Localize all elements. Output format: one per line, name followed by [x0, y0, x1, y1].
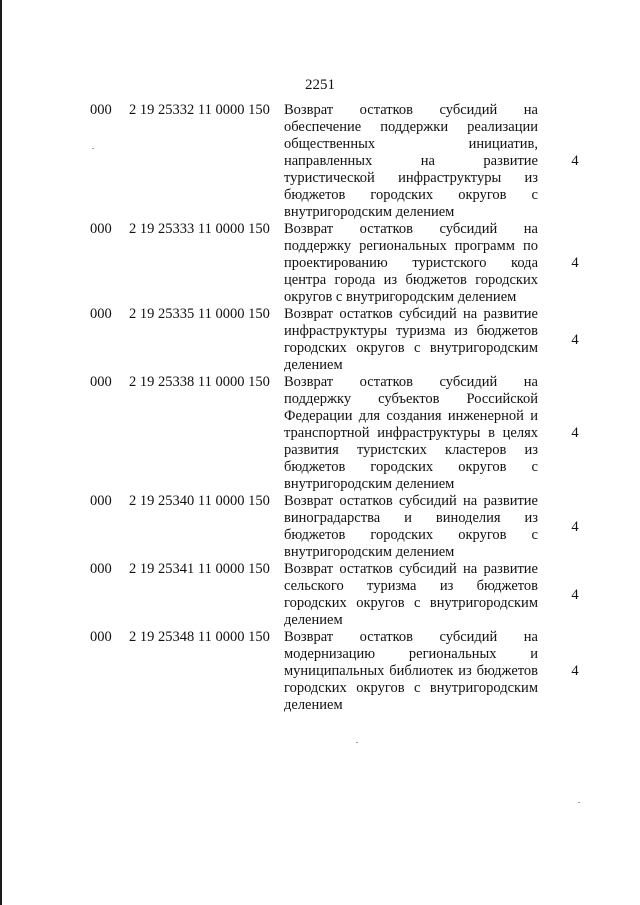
group-number-cell: 4	[571, 332, 579, 348]
description-cell	[284, 221, 538, 306]
description-line: Возврат остатков субсидий на	[284, 221, 538, 237]
description-line: центра города из бюджетов городских	[284, 272, 538, 288]
table-row	[0, 374, 640, 493]
description-line: делением	[284, 697, 343, 713]
description-cell	[284, 493, 538, 561]
group-number-cell: 4	[571, 587, 579, 603]
admin-code-cell: 000	[90, 374, 112, 390]
table-row	[0, 561, 640, 629]
kbk-code-cell: 2 19 25332 11 0000 150	[129, 102, 270, 118]
description-line: Возврат остатков субсидий на развитие	[284, 493, 538, 509]
description-line: Возврат остатков субсидий на	[284, 374, 538, 390]
description-line: делением	[284, 357, 343, 373]
description-cell	[284, 561, 538, 629]
description-line: туристической инфраструктуры из	[284, 170, 538, 186]
description-line: проектированию туристского кода	[284, 255, 538, 271]
table-row	[0, 493, 640, 561]
description-line: бюджетов городских округов с	[284, 527, 538, 543]
admin-code-cell: 000	[90, 102, 112, 118]
table-row	[0, 102, 640, 221]
description-cell	[284, 629, 538, 714]
description-line: городских округов с внутригородским	[284, 680, 538, 696]
description-line: Федерации для создания инженерной и	[284, 408, 538, 424]
description-line: развития туристских кластеров из	[284, 442, 538, 458]
description-cell	[284, 306, 538, 374]
kbk-code-cell: 2 19 25333 11 0000 150	[129, 221, 270, 237]
description-line: муниципальных библиотек из бюджетов	[284, 663, 538, 679]
description-line: транспортной инфраструктуры в целях	[284, 425, 538, 441]
group-number-cell: 4	[571, 663, 579, 679]
description-line: направленных на развитие	[284, 153, 538, 169]
kbk-code-cell: 2 19 25335 11 0000 150	[129, 306, 270, 322]
group-number-cell: 4	[571, 255, 579, 271]
kbk-code-cell: 2 19 25338 11 0000 150	[129, 374, 270, 390]
scan-speck	[578, 802, 580, 803]
description-line: делением	[284, 612, 343, 628]
description-line: городских округов с внутригородским	[284, 595, 538, 611]
description-line: сельского туризма из бюджетов	[284, 578, 538, 594]
description-line: бюджетов городских округов с	[284, 459, 538, 475]
table-row	[0, 221, 640, 306]
description-line: городских округов с внутригородским	[284, 340, 538, 356]
description-line: Возврат остатков субсидий на	[284, 629, 538, 645]
description-line: Возврат остатков субсидий на развитие	[284, 306, 538, 322]
description-line: внутригородским делением	[284, 476, 455, 492]
description-line: Возврат остатков субсидий на развитие	[284, 561, 538, 577]
description-line: виноградарства и виноделия из	[284, 510, 538, 526]
scan-speck	[356, 742, 358, 743]
admin-code-cell: 000	[90, 561, 112, 577]
description-line: поддержку субъектов Российской	[284, 391, 538, 407]
description-line: внутригородским делением	[284, 204, 455, 220]
description-line: поддержку региональных программ по	[284, 238, 538, 254]
admin-code-cell: 000	[90, 629, 112, 645]
admin-code-cell: 000	[90, 221, 112, 237]
page-number: 2251	[305, 77, 335, 93]
description-line: бюджетов городских округов с	[284, 187, 538, 203]
group-number-cell: 4	[571, 153, 579, 169]
description-line: Возврат остатков субсидий на	[284, 102, 538, 118]
admin-code-cell: 000	[90, 493, 112, 509]
description-line: модернизацию региональных и	[284, 646, 538, 662]
group-number-cell: 4	[571, 519, 579, 535]
description-line: инфраструктуры туризма из бюджетов	[284, 323, 538, 339]
kbk-code-cell: 2 19 25341 11 0000 150	[129, 561, 270, 577]
description-line: округов с внутригородским делением	[284, 289, 517, 305]
description-line: общественных инициатив,	[284, 136, 538, 152]
admin-code-cell: 000	[90, 306, 112, 322]
table-row	[0, 306, 640, 374]
description-cell	[284, 374, 538, 493]
description-line: обеспечение поддержки реализации	[284, 119, 538, 135]
table-row	[0, 629, 640, 714]
description-cell	[284, 102, 538, 221]
description-line: внутригородским делением	[284, 544, 455, 560]
group-number-cell: 4	[571, 425, 579, 441]
kbk-code-cell: 2 19 25340 11 0000 150	[129, 493, 270, 509]
kbk-code-cell: 2 19 25348 11 0000 150	[129, 629, 270, 645]
scan-speck	[92, 148, 94, 149]
